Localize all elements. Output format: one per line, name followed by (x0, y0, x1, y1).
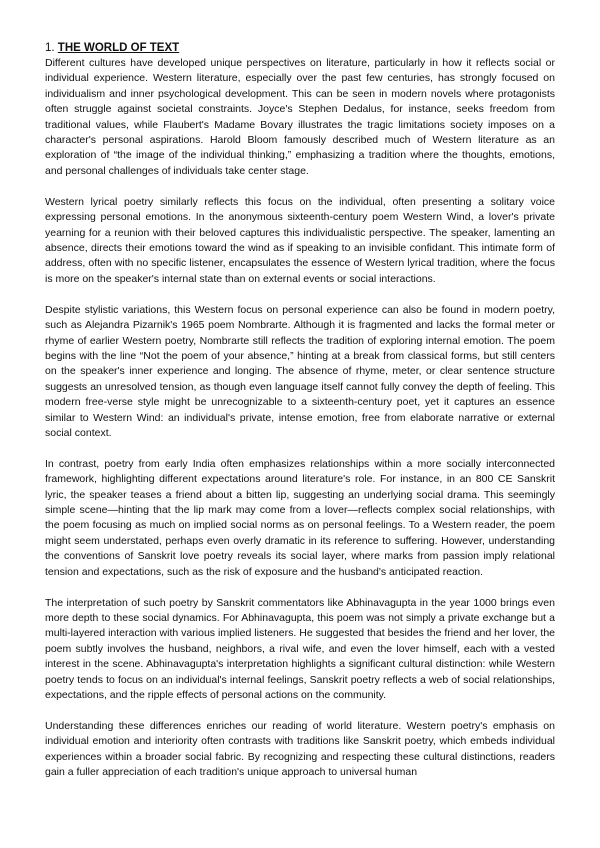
paragraph-5: The interpretation of such poetry by Sanskrit commentators like Abhinavagupta in the year 1000 brings even more depth to these social dynamics. For Abhinavagupta, this poem was not simply a private exchange but a multi-layered interaction with various implied listeners. He suggested that besides the friend and her lover, the poem subtly involves the husband, neighbors, a rival wife, and even the lover himself, each with a vested interest in the scene. Abhinavagupta's interpretation highlights a significant cultural distinction: while Western poetry tends to focus on an individual's internal feelings, Sanskrit poetry reflects a web of social relationships, expectations, and the ripple effects of personal actions on the community. (45, 596, 555, 702)
paragraph-3: Despite stylistic variations, this Western focus on personal experience can also be found in modern poetry, such as Alejandra Pizarnik's 1965 poem Nombrarte. Although it is fragmented and lacks the formal meter or rhyme of earlier Western poetry, Nombrarte still reflects the tradition of exploring internal emotion. The poem begins with the line “Not the poem of your absence,” hinting at a break from classical forms, but still centers on the speaker's inner experience and longing. The absence of rhyme, meter, or clear sentence structure suggests an unresolved tension, as though even language itself cannot fully convey the depth of feeling. This modern free-verse style might be unrecognizable to a sixteenth-century poet, yet it captures an essence similar to Western Wind: an individual's private, intense emotion, free from elaborate narrative or external social context. (45, 303, 555, 439)
section-title: THE WORLD OF TEXT (57, 42, 180, 54)
paragraph-2: Western lyrical poetry similarly reflects this focus on the individual, often presenting a solitary voice expressing personal emotions. In the anonymous sixteenth-century poem Western Wind, a lover's private yearning for a reunion with their beloved captures this individualistic perspective. The speaker, lamenting an absence, directs their emotions toward the wind as if speaking to an invisible confidant. This intimate form of address, often with no specific listener, encapsulates the essence of Western lyrical tradition, where the focus is more on the speaker's internal state than on external events or social interactions. (45, 195, 555, 285)
paragraph-4: In contrast, poetry from early India often emphasizes relationships within a more socially interconnected framework, highlighting different expectations around literature's role. For instance, in an 800 CE Sanskrit lyric, the speaker teases a friend about a bitten lip, suggesting an underlying social drama. This seemingly simple scene—hinting that the lip mark may come from a lover—reflects complex social relationships, with the poem focusing as much on implied social norms as on personal feelings. To a Western reader, the poem might seem understated, perhaps even overly dramatic in its reference to suffering. However, understanding the conventions of Sanskrit love poetry reveals its social layer, where marks from passion imply relational tension and expectations, such as the risk of exposure and the husband's anticipated reaction. (45, 457, 555, 578)
paragraph-6: Understanding these differences enriches our reading of world literature. Western poetry's emphasis on individual emotion and interiority often contrasts with traditions like Sanskrit poetry, which embeds individual experiences within a broader social fabric. By recognizing and respecting these cultural distinctions, readers gain a fuller appreciation of each tradition's unique approach to universal human (45, 719, 555, 779)
section-heading (45, 41, 555, 56)
paragraph-1: Different cultures have developed unique perspectives on literature, particularly in how it reflects social or individual experience. Western literature, especially over the past few centuries, has strongly focused on individualism and inner psychological development. This can be seen in modern novels where protagonists often struggle against societal constraints. Joyce's Stephen Dedalus, for instance, seeks freedom from traditional values, while Flaubert's Madame Bovary illustrates the tragic limitations society imposes on a character's personal aspirations. Harold Bloom famously described much of Western literature as an exploration of “the image of the individual thinking,” emphasizing a tradition where the thoughts, emotions, and personal challenges of individuals take center stage. (45, 57, 555, 177)
section-number: 1. (45, 42, 55, 54)
document-page (45, 41, 555, 781)
